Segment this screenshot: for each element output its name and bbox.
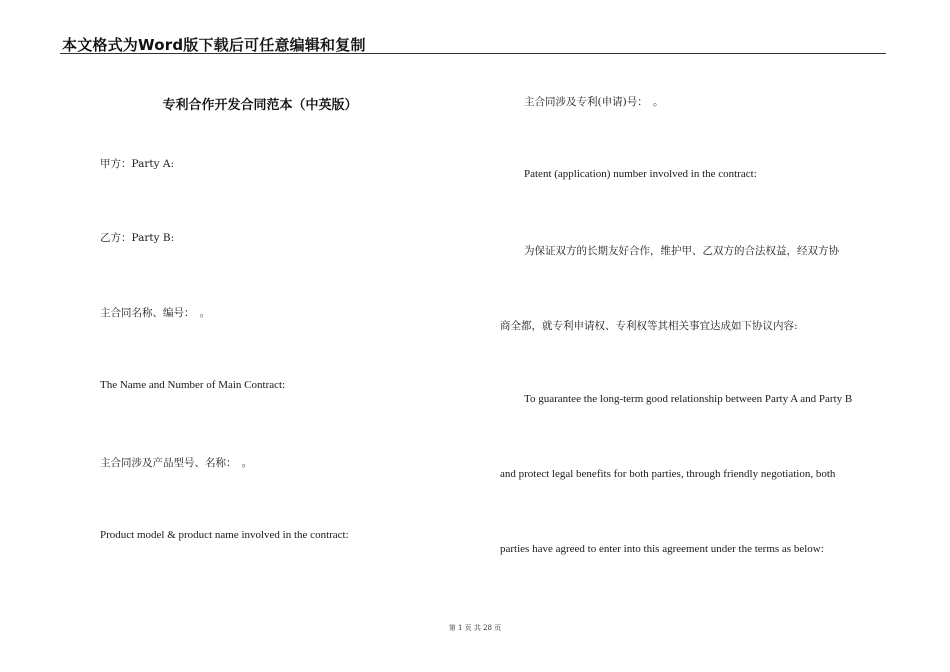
product-model-en: Product model & product name involved in the contract:	[100, 529, 349, 541]
patent-number-en: Patent (application) number involved in the contract:	[524, 168, 757, 180]
preamble-en-line-1: To guarantee the long-term good relationship between Party A and Party B	[524, 393, 853, 405]
preamble-en-line-2: and protect legal benefits for both parties, through friendly negotiation, both	[500, 468, 836, 480]
patent-number-cn: 主合同涉及专利(申请)号： 。	[524, 96, 664, 108]
preamble-cn-line-2: 商全都，就专利申请权、专利权等其相关事宜达成如下协议内容:	[500, 320, 798, 332]
header-divider	[60, 53, 886, 54]
product-model-cn: 主合同涉及产品型号、名称： 。	[100, 457, 253, 469]
page-number: 第 1 页 共 28 页	[448, 624, 502, 632]
party-a-label: 甲方：Party A:	[100, 158, 174, 170]
main-contract-name-en: The Name and Number of Main Contract:	[100, 379, 286, 391]
document-title: 专利合作开发合同范本（中英版）	[162, 98, 358, 113]
preamble-cn-line-1: 为保证双方的长期友好合作，维护甲、乙双方的合法权益，经双方协	[524, 245, 839, 257]
party-b-label: 乙方：Party B:	[100, 232, 175, 244]
main-contract-name-cn: 主合同名称、编号： 。	[100, 307, 211, 319]
download-banner: 本文格式为Word版下载后可任意编辑和复制	[62, 36, 366, 54]
preamble-en-line-3: parties have agreed to enter into this agreement under the terms as below:	[500, 543, 824, 555]
